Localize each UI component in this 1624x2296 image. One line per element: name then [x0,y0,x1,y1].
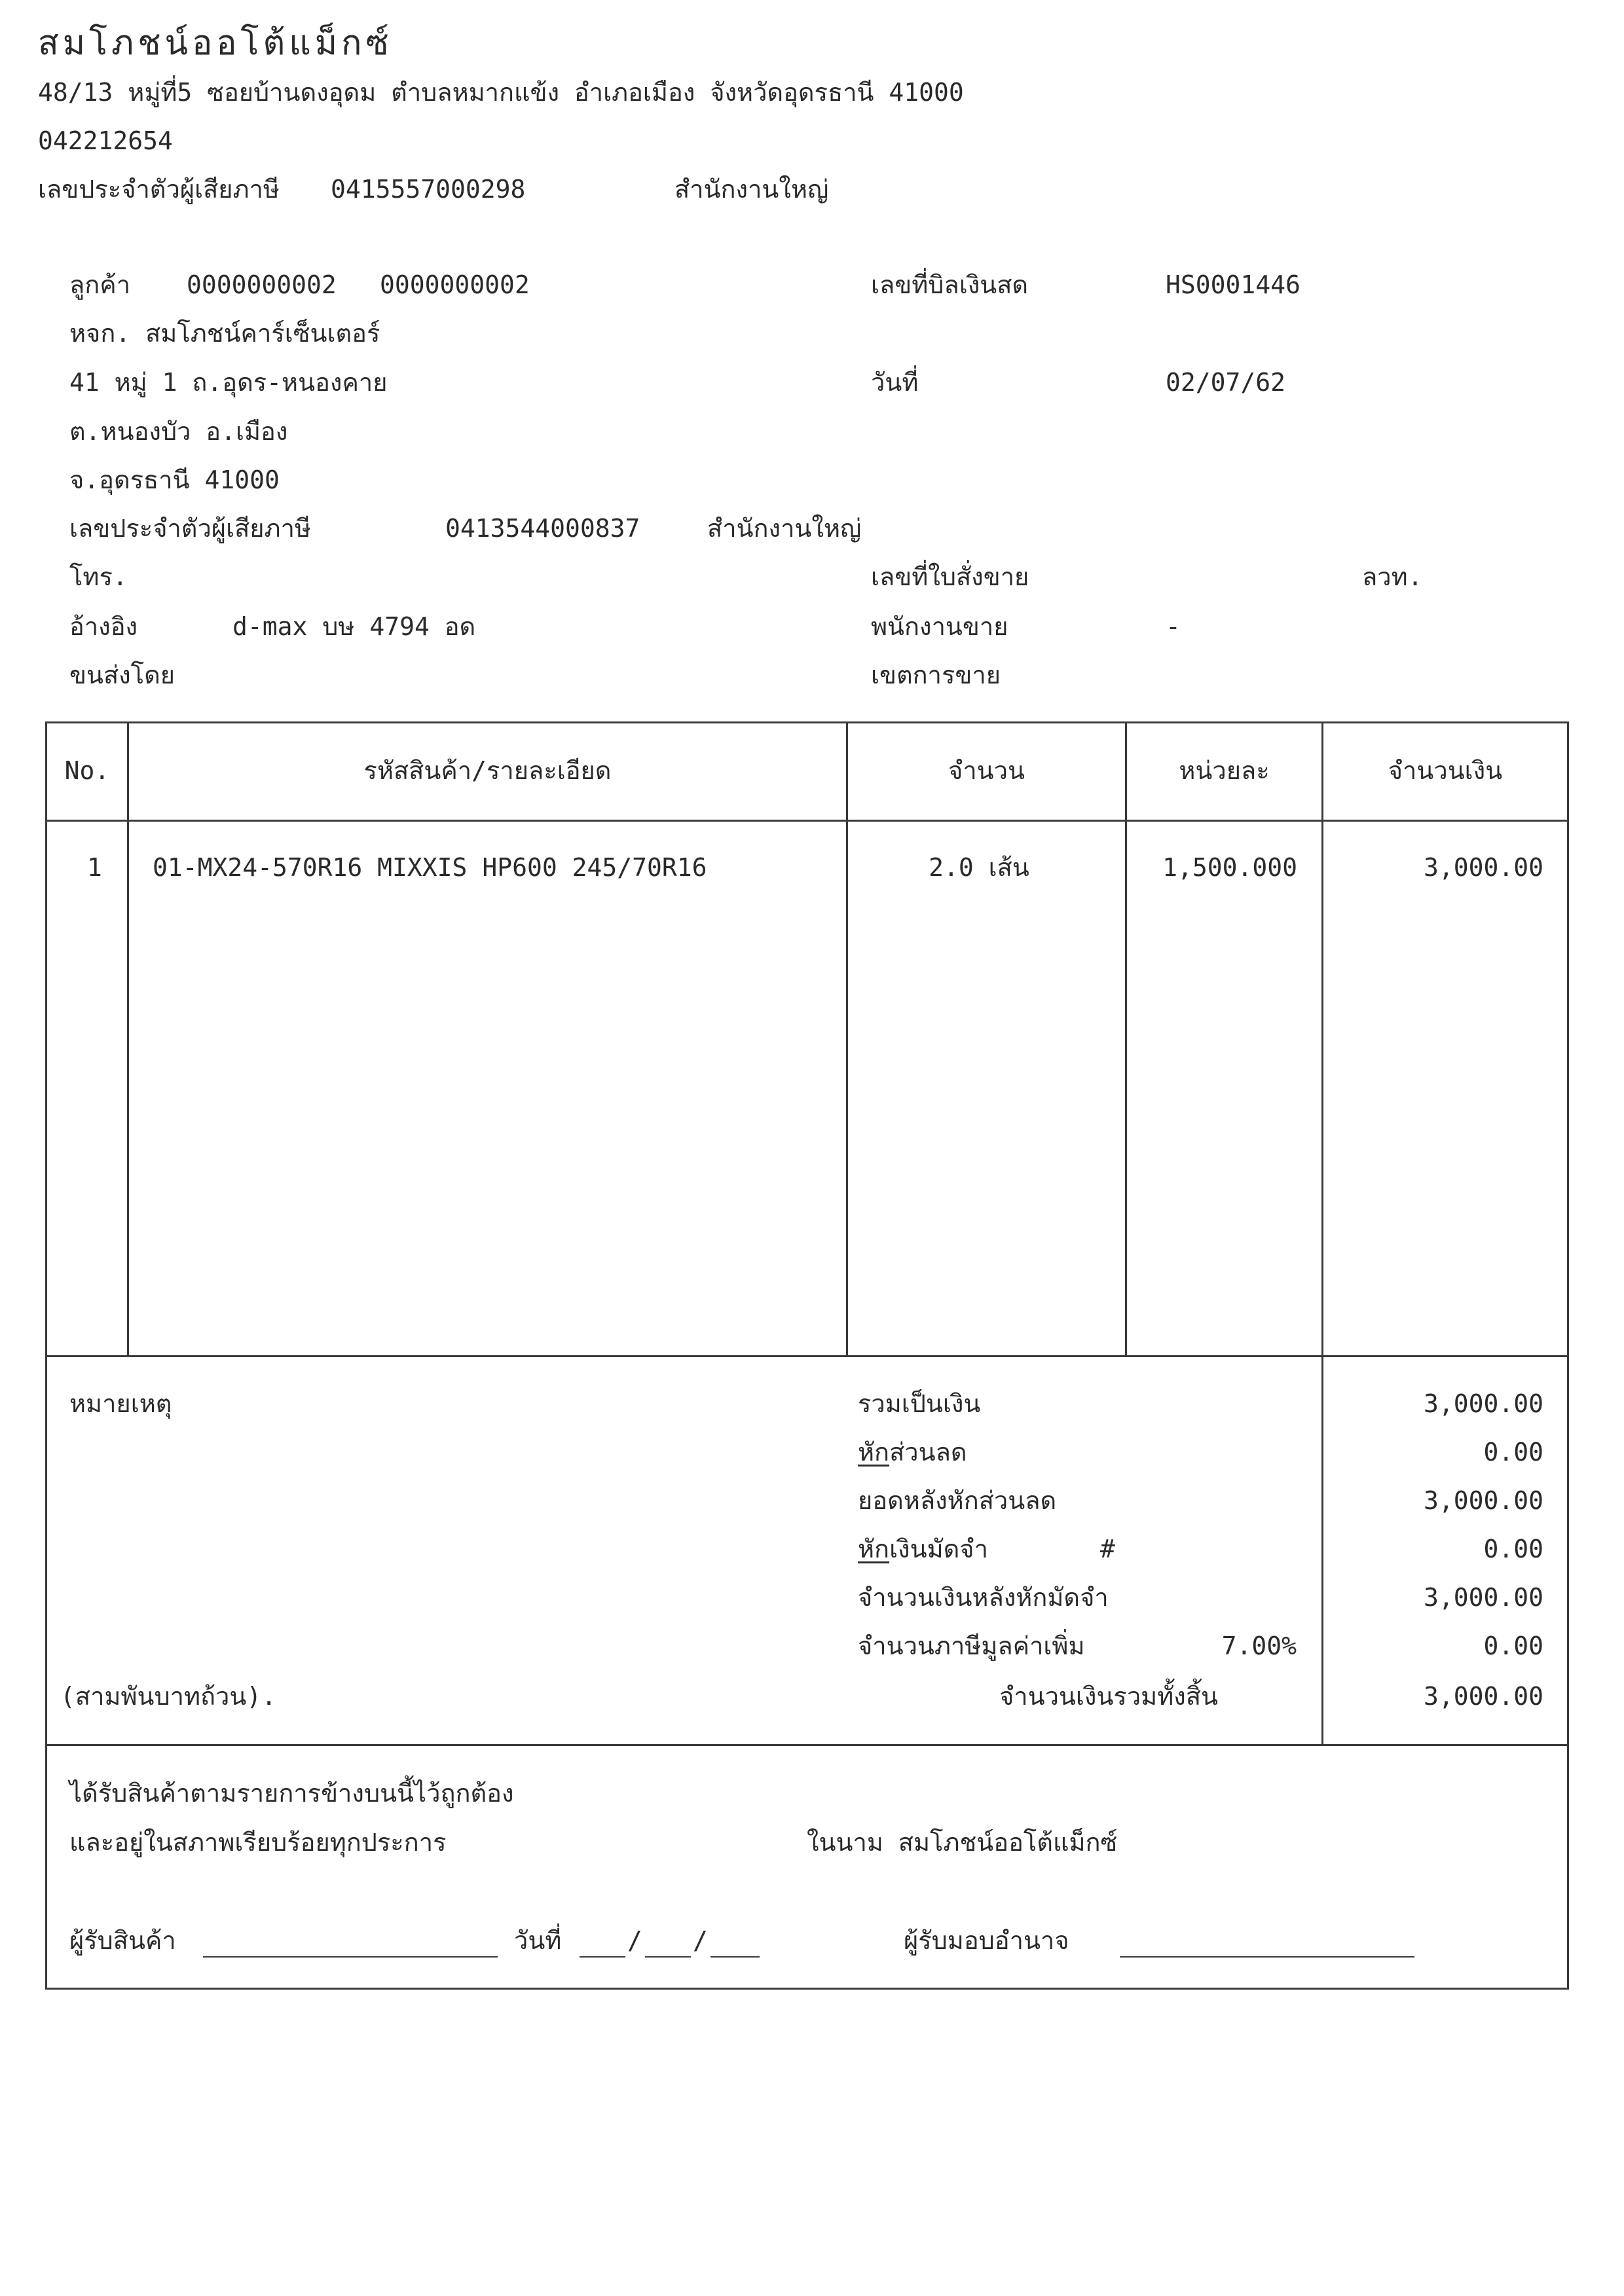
received-line2: และอยู่ในสภาพเรียบร้อยทุกประการ [69,1828,447,1857]
authorized-label: ผู้รับมอบอำนาจ [904,1926,1069,1955]
company-name: สมโภชน์ออโต้แม็กซ์ [38,24,393,63]
customer-address1: 41 หมู่ 1 ถ.อุดร-หนองคาย [69,368,388,397]
row-description: 01-MX24-570R16 MIXXIS HP600 245/70R16 [153,853,707,882]
table-header-divider [45,820,1569,822]
after-discount-value: 3,000.00 [1423,1486,1543,1515]
discount-prefix: หัก [858,1438,890,1467]
company-address: 48/13 หมู่ที่5 ซอยบ้านดงอุดม ตำบลหมากแข้ง อำเภอเมือง จังหวัดอุดรธานี 41000 [38,78,964,107]
col-divider-desc [846,721,848,1357]
date-slash2: / [693,1926,708,1955]
company-phone: 042212654 [38,126,173,155]
header-description: รหัสสินค้า/รายละเอียด [363,756,612,785]
date-month-line [645,1956,691,1958]
header-unit-price: หน่วยละ [1179,756,1270,785]
customer-tax-id: 0413544000837 [445,514,640,543]
table-body-bottom [45,1355,1569,1357]
authorized-signature-line [1120,1956,1414,1958]
receiver-signature-line [203,1956,498,1958]
on-behalf: ในนาม สมโภชน์ออโต้แม็กซ์ [807,1828,1118,1857]
discount-value: 0.00 [1483,1438,1543,1467]
receiver-label: ผู้รับสินค้า [69,1926,176,1955]
row-quantity: 2.0 เส้น [929,853,1029,882]
vat-rate: 7.00% [1221,1631,1297,1660]
row-no: 1 [87,853,102,882]
customer-branch: สำนักงานใหญ่ [707,514,862,543]
deposit-label-text: เงินมัดจำ [889,1535,988,1563]
salesperson-label: พนักงานขาย [871,612,1008,641]
summary-bottom [45,1744,1569,1746]
row-amount: 3,000.00 [1423,853,1543,882]
amount-in-words: (สามพันบาทถ้วน). [60,1682,277,1711]
subtotal-value: 3,000.00 [1423,1389,1543,1418]
bill-no-label: เลขที่บิลเงินสด [871,270,1029,299]
sales-order-value: ลวท. [1362,562,1423,591]
discount-label [858,1440,967,1465]
after-discount-label: ยอดหลังหักส่วนลด [858,1486,1057,1515]
footer-bottom [45,1988,1569,1990]
customer-label: ลูกค้า [69,270,131,299]
company-branch: สำนักงานใหญ่ [674,175,829,204]
customer-address2: ต.หนองบัว อ.เมือง [69,417,288,446]
date-day-line [580,1956,625,1958]
after-deposit-value: 3,000.00 [1423,1583,1543,1612]
after-deposit-label: จำนวนเงินหลังหักมัดจำ [858,1583,1109,1612]
deposit-prefix: หัก [858,1535,890,1563]
grand-total-label: จำนวนเงินรวมทั้งสิ้น [999,1682,1218,1711]
customer-address3: จ.อุดรธานี 41000 [69,465,280,494]
frame-right-border [1567,721,1569,1990]
header-amount: จำนวนเงิน [1388,756,1503,785]
date-year-line [710,1956,760,1958]
frame-left-border [45,721,47,1990]
customer-name: หจก. สมโภชน์คาร์เซ็นเตอร์ [69,319,380,348]
header-no: No. [64,756,110,785]
sales-order-label: เลขที่ใบสั่งขาย [871,562,1029,591]
row-unit-price: 1,500.000 [1162,853,1297,882]
col-divider-qty [1125,721,1127,1357]
bill-no-value: HS0001446 [1166,270,1301,299]
receive-date-label: วันที่ [514,1926,562,1955]
deposit-hash: # [1100,1535,1115,1563]
header-quantity: จำนวน [948,756,1025,785]
deposit-label [858,1537,988,1561]
customer-code1: 0000000002 [187,270,337,299]
customer-ref-value: d-max บษ 4794 อด [232,612,476,641]
customer-tax-label: เลขประจำตัวผู้เสียภาษี [69,514,311,543]
subtotal-label: รวมเป็นเงิน [858,1389,981,1418]
customer-ship-label: ขนส่งโดย [69,661,175,689]
date-slash1: / [627,1926,642,1955]
bill-date-value: 02/07/62 [1166,368,1286,397]
deposit-value: 0.00 [1483,1535,1543,1563]
salesperson-value: - [1166,612,1181,641]
col-divider-no [127,721,129,1357]
discount-label-text: ส่วนลด [889,1438,967,1467]
vat-value: 0.00 [1483,1631,1543,1660]
bill-date-label: วันที่ [871,368,919,397]
company-tax-id: 0415557000298 [331,175,526,204]
grand-total-value: 3,000.00 [1423,1682,1543,1711]
customer-code2: 0000000002 [380,270,530,299]
customer-ref-label: อ้างอิง [69,612,138,641]
remark-label: หมายเหตุ [69,1389,172,1418]
vat-label: จำนวนภาษีมูลค่าเพิ่ม [858,1631,1085,1660]
table-top-border [45,721,1569,723]
company-tax-label: เลขประจำตัวผู้เสียภาษี [38,175,280,204]
received-line1: ได้รับสินค้าตามรายการข้างบนนี้ไว้ถูกต้อง [69,1779,514,1808]
sales-area-label: เขตการขาย [871,661,1001,689]
customer-phone-label: โทร. [69,562,128,591]
